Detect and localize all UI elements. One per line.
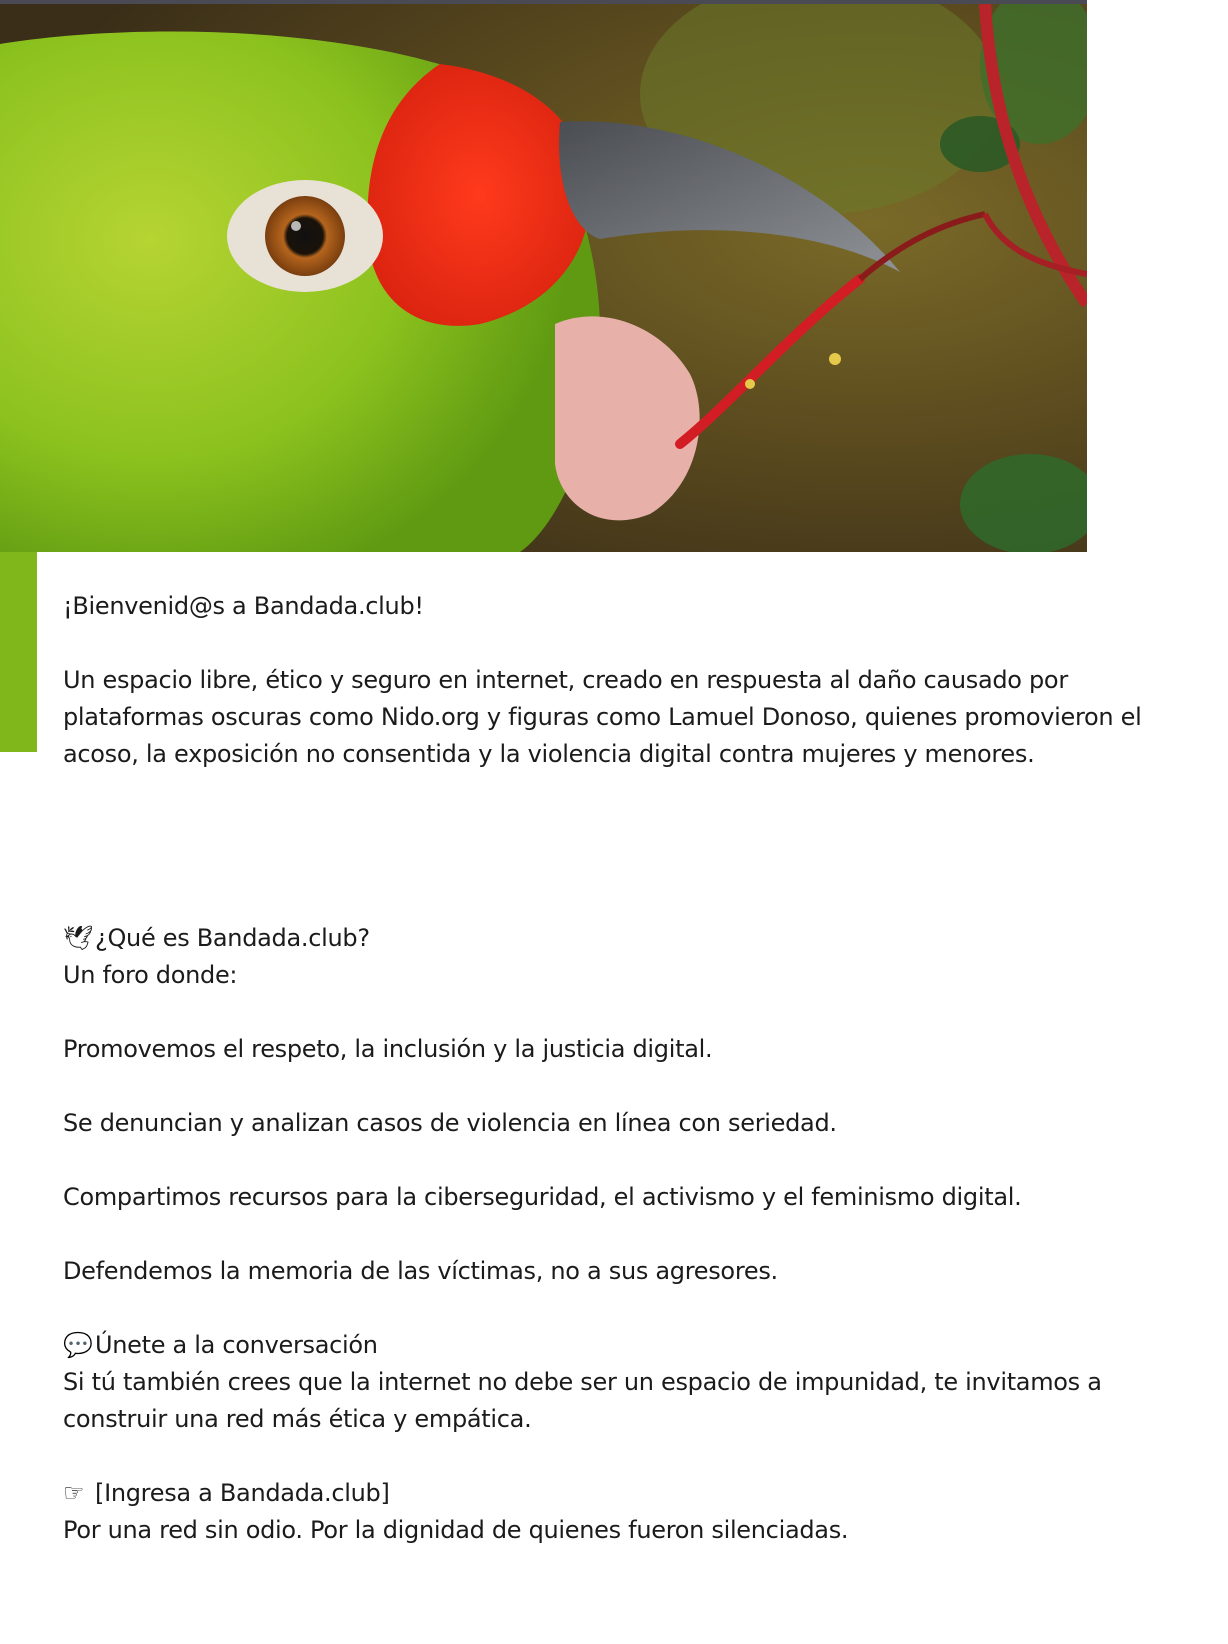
what-heading-line: [63, 920, 1183, 957]
join-heading: Únete a la conversación: [95, 1331, 378, 1359]
welcome-heading: ¡Bienvenid@s a Bandada.club!: [63, 592, 424, 620]
join-heading-line: [63, 1327, 1183, 1364]
speech-bubble-icon: 💬: [63, 1331, 93, 1359]
list-item: Se denuncian y analizan casos de violencia en línea con seriedad.: [63, 1109, 837, 1137]
list-item: Promovemos el respeto, la inclusión y la justicia digital.: [63, 1035, 713, 1063]
join-text: construir una red más ética y empática.: [63, 1405, 532, 1433]
list-item: Compartimos recursos para la ciberseguridad, el activismo y el feminismo digital.: [63, 1183, 1022, 1211]
what-heading: ¿Qué es Bandada.club?: [95, 924, 370, 952]
dove-icon: 🕊: [63, 924, 94, 952]
post-body: [63, 588, 1183, 1549]
intro-line: acoso, la exposición no consentida y la violencia digital contra mujeres y menores.: [63, 740, 1035, 768]
closing-text: Por una red sin odio. Por la dignidad de quienes fueron silenciadas.: [63, 1516, 849, 1544]
list-item: Defendemos la memoria de las víctimas, no a sus agresores.: [63, 1257, 778, 1285]
parrot-photo-edge: [0, 552, 37, 752]
forum-intro: Un foro donde:: [63, 961, 238, 989]
intro-line: Un espacio libre, ético y seguro en internet, creado en respuesta al daño causado por: [63, 666, 1068, 694]
pointing-hand-icon: ☞: [63, 1479, 85, 1507]
cta-line: [63, 1475, 1183, 1512]
join-text: Si tú también crees que la internet no debe ser un espacio de impunidad, te invitamos a: [63, 1368, 1102, 1396]
parrot-photo: [0, 4, 1087, 552]
intro-line: plataformas oscuras como Nido.org y figuras como Lamuel Donoso, quienes promovieron el: [63, 703, 1142, 731]
join-link[interactable]: [Ingresa a Bandada.club]: [95, 1479, 390, 1507]
